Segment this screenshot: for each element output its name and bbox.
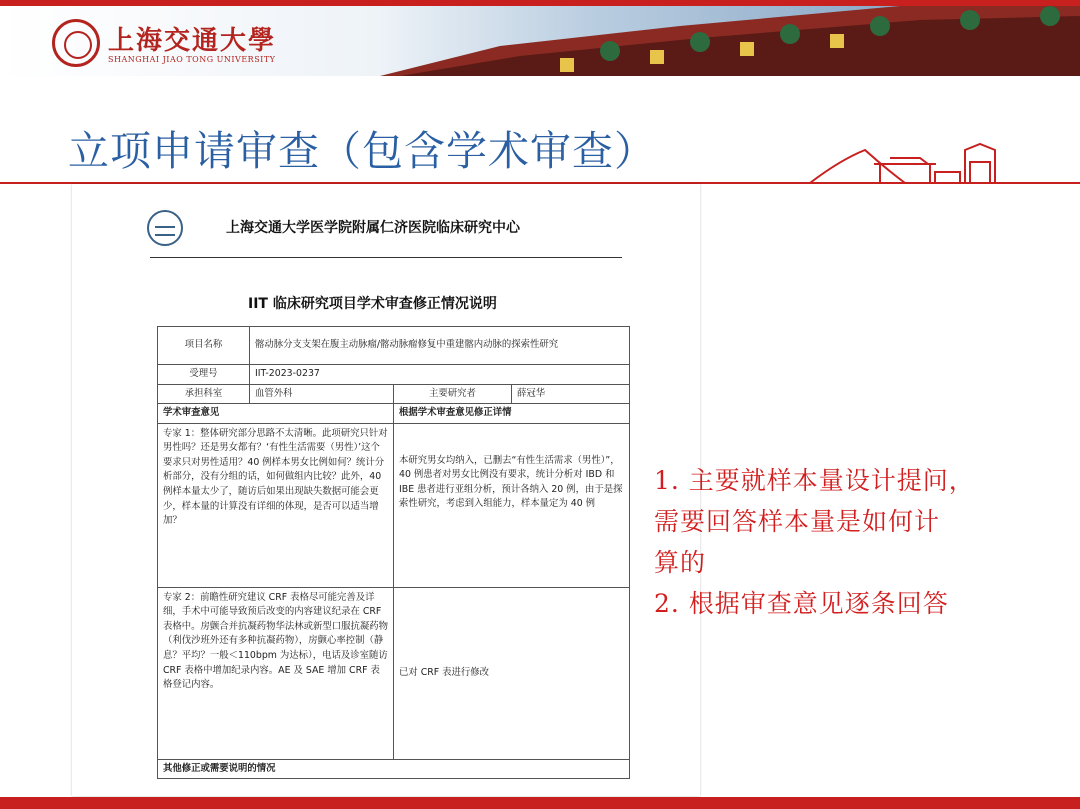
pi-value: 薛冠华 — [512, 384, 630, 404]
annotation-note — [654, 460, 1054, 624]
review-document-image — [72, 184, 700, 796]
opinion-column-header: 学术审查意见 — [158, 404, 394, 424]
document-title: IIT 临床研究项目学术审查修正情况说明 — [248, 296, 497, 312]
response-column-header: 根据学术审查意见修正详情 — [394, 404, 630, 424]
annotation-line: 1. 主要就样本量设计提问， — [654, 466, 975, 495]
table-row — [158, 365, 630, 385]
table-row — [158, 587, 630, 759]
table-row — [158, 423, 630, 587]
table-row — [158, 384, 630, 404]
university-logo-text: 上海交通大學 — [108, 26, 277, 56]
university-logo-english: SHANGHAI JIAO TONG UNIVERSITY — [108, 55, 276, 64]
header-banner — [0, 6, 1080, 76]
expert-2-opinion: 专家 2：前瞻性研究建议 CRF 表格尽可能完善及详细，手术中可能导致预后改变的内容建议纪录在 CRF 表格中。房颤合并抗凝药物华法林或新型口服抗凝药物（利伐沙班外还有多种抗凝药物），房颤心率控制（静息？平均？一般＜110bpm 为达标），电话及诊室随访 CRF 表格中增加纪录内容。AE 及 SAE 增加 CRF 表格登记内容。 — [158, 587, 394, 759]
document-heading-rule — [150, 257, 622, 258]
hospital-logo-icon — [147, 210, 183, 246]
project-name-value: 髂动脉分支支架在腹主动脉瘤/髂动脉瘤修复中重建髂内动脉的探索性研究 — [250, 327, 630, 365]
annotation-line: 2. 根据审查意见逐条回答 — [654, 589, 949, 618]
annotation-line: 需要回答样本量是如何计 — [654, 507, 941, 536]
bottom-accent-bar — [0, 797, 1080, 809]
pi-label: 主要研究者 — [394, 384, 512, 404]
expert-2-response: 已对 CRF 表进行修改 — [394, 587, 630, 759]
accept-no-label: 受理号 — [158, 365, 250, 385]
review-table — [157, 326, 630, 779]
other-notes-label: 其他修正或需要说明的情况 — [158, 759, 630, 779]
accept-no-value: IIT-2023-0237 — [250, 365, 630, 385]
university-seal-icon — [52, 19, 100, 67]
project-name-label: 项目名称 — [158, 327, 250, 365]
document-org-heading: 上海交通大学医学院附属仁济医院临床研究中心 — [226, 220, 520, 236]
paifang-gate-icon — [810, 140, 1010, 184]
expert-1-opinion: 专家 1：整体研究部分思路不太清晰。此项研究只针对男性吗？还是男女都有？‘有性生活需要（男性）’这个要求只对男性适用？40 例样本男女比例如何？统计分析部分，没有分组的话，如何做组内比较？此外，40 例样本量太少了，随访后如果出现缺失数据可能会更少，样本量的计算没有详细的体现，是否可以适当增加？ — [158, 423, 394, 587]
temple-roof-image — [380, 6, 1080, 76]
dept-value: 血管外科 — [250, 384, 394, 404]
dept-label: 承担科室 — [158, 384, 250, 404]
table-row — [158, 404, 630, 424]
slide-title: 立项申请审查（包含学术审查） — [68, 127, 656, 175]
table-row — [158, 759, 630, 779]
annotation-line: 算的 — [654, 548, 707, 577]
expert-1-response: 本研究男女均纳入，已删去“有性生活需求（男性）”，40 例患者对男女比例没有要求，统计分析对 IBD 和 IBE 患者进行亚组分析，预计各纳入 20 例，由于是探索性研究，考虑到入组能力，样本量定为 40 例 — [394, 423, 630, 587]
table-row — [158, 327, 630, 365]
